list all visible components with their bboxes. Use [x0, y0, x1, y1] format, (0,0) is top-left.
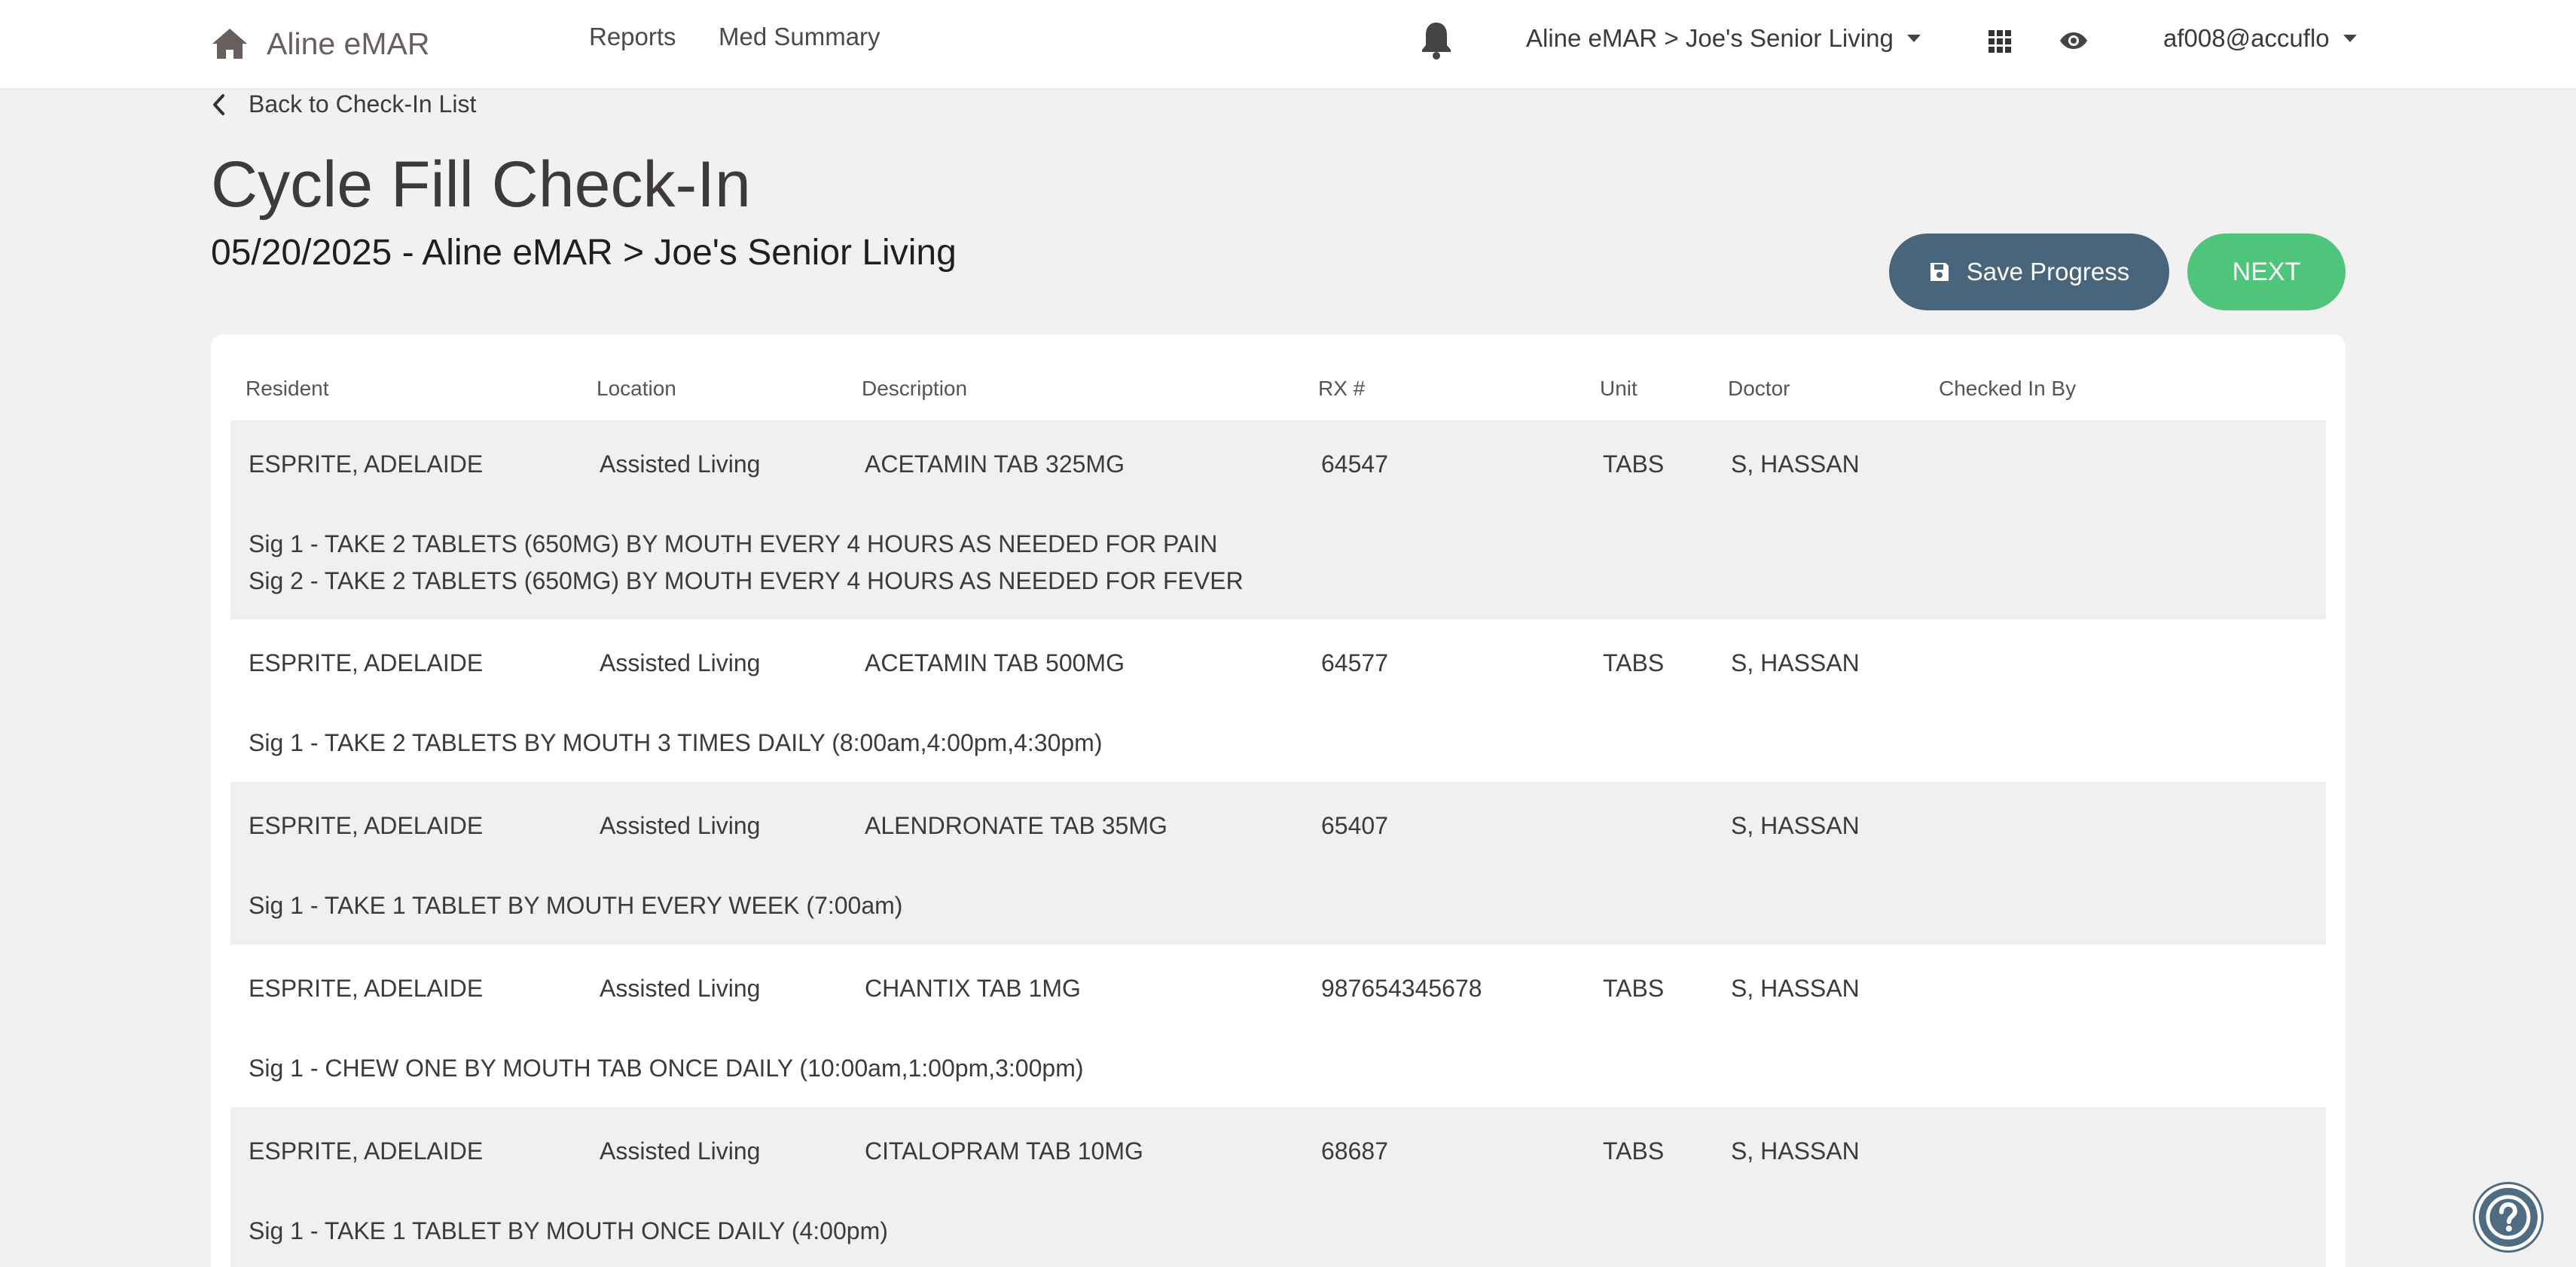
column-header-unit[interactable]: Unit [1600, 377, 1637, 400]
cell-rx: 65407 [1321, 812, 1388, 839]
page-subtitle: 05/20/2025 - Aline eMAR > Joe's Senior Living [211, 233, 957, 273]
cell-resident: ESPRITE, ADELAIDE [249, 975, 484, 1002]
cell-description: ACETAMIN TAB 325MG [865, 450, 1125, 478]
cell-description: ACETAMIN TAB 500MG [865, 649, 1125, 676]
next-button[interactable]: NEXT [2187, 234, 2346, 310]
caret-down-icon [2343, 35, 2357, 42]
table-row[interactable] [230, 782, 2326, 945]
table-body [230, 420, 2326, 1267]
sig-line: Sig 1 - TAKE 2 TABLETS (650MG) BY MOUTH EVERY 4 HOURS AS NEEDED FOR PAIN [249, 530, 1218, 557]
cell-rx: 64577 [1321, 649, 1388, 676]
sig-list [249, 725, 1102, 762]
sig-list [249, 1050, 1084, 1087]
facility-selector-label: Aline eMAR > Joe's Senior Living [1526, 24, 1894, 52]
cell-location: Assisted Living [600, 1137, 761, 1165]
cell-location: Assisted Living [600, 450, 761, 478]
cell-rx: 64547 [1321, 450, 1388, 478]
sig-line: Sig 1 - TAKE 1 TABLET BY MOUTH ONCE DAILY (4:00pm) [249, 1217, 888, 1244]
sig-list [249, 526, 1244, 600]
cell-doctor: S, HASSAN [1731, 812, 1860, 839]
help-button[interactable] [2475, 1184, 2541, 1250]
table-row[interactable] [230, 420, 2326, 619]
column-header-checked-in-by[interactable]: Checked In By [1939, 377, 2077, 400]
save-progress-label: Save Progress [1966, 258, 2130, 285]
page-title: Cycle Fill Check-In [211, 148, 751, 221]
sig-line: Sig 2 - TAKE 2 TABLETS (650MG) BY MOUTH EVERY 4 HOURS AS NEEDED FOR FEVER [249, 567, 1244, 594]
cell-resident: ESPRITE, ADELAIDE [249, 649, 484, 676]
cell-description: CHANTIX TAB 1MG [865, 975, 1081, 1002]
cell-doctor: S, HASSAN [1731, 649, 1860, 676]
table-row[interactable] [230, 1107, 2326, 1267]
cell-rx: 987654345678 [1321, 975, 1482, 1002]
nav-reports-link[interactable]: Reports [589, 23, 676, 50]
top-navbar [0, 0, 2576, 89]
back-to-check-in-list-link[interactable] [211, 90, 476, 118]
chevron-left-icon [211, 93, 226, 116]
cell-location: Assisted Living [600, 812, 761, 839]
sig-line: Sig 1 - TAKE 1 TABLET BY MOUTH EVERY WEEK (7:00am) [249, 892, 903, 919]
column-header-description[interactable]: Description [862, 377, 968, 400]
sig-list [249, 1213, 888, 1250]
question-circle-icon [2484, 1193, 2532, 1241]
nav-med-summary-link[interactable]: Med Summary [719, 23, 881, 50]
user-menu[interactable] [2163, 24, 2357, 53]
table-row[interactable] [230, 619, 2326, 782]
cell-description: CITALOPRAM TAB 10MG [865, 1137, 1143, 1165]
home-icon [211, 27, 249, 60]
table-header [211, 334, 2346, 420]
sig-line: Sig 1 - TAKE 2 TABLETS BY MOUTH 3 TIMES DAILY (8:00am,4:00pm,4:30pm) [249, 729, 1103, 756]
cell-location: Assisted Living [600, 649, 761, 676]
table-row[interactable] [230, 945, 2326, 1107]
cell-unit: TABS [1603, 450, 1665, 478]
caret-down-icon [1907, 35, 1921, 42]
column-header-doctor[interactable]: Doctor [1728, 377, 1790, 400]
cell-rx: 68687 [1321, 1137, 1388, 1165]
user-menu-label: af008@accuflo [2163, 24, 2330, 52]
cell-unit: TABS [1603, 649, 1665, 676]
brand-link[interactable] [211, 20, 429, 68]
grid-icon[interactable] [1988, 30, 2011, 53]
column-header-rx[interactable]: RX # [1318, 377, 1366, 400]
cell-doctor: S, HASSAN [1731, 975, 1860, 1002]
brand-name: Aline eMAR [267, 26, 430, 61]
save-progress-button[interactable] [1889, 234, 2169, 310]
cell-unit: TABS [1603, 1137, 1665, 1165]
floppy-disk-icon [1929, 261, 1950, 282]
cell-location: Assisted Living [600, 975, 761, 1002]
cell-doctor: S, HASSAN [1731, 1137, 1860, 1165]
column-header-resident[interactable]: Resident [246, 377, 329, 400]
sig-line: Sig 1 - CHEW ONE BY MOUTH TAB ONCE DAILY (10:00am,1:00pm,3:00pm) [249, 1055, 1084, 1082]
cell-doctor: S, HASSAN [1731, 450, 1860, 478]
bell-icon[interactable] [1419, 20, 1454, 60]
cell-resident: ESPRITE, ADELAIDE [249, 812, 484, 839]
facility-selector[interactable] [1526, 24, 1921, 53]
cell-resident: ESPRITE, ADELAIDE [249, 1137, 484, 1165]
cell-unit: TABS [1603, 975, 1665, 1002]
column-header-location[interactable]: Location [597, 377, 676, 400]
cell-description: ALENDRONATE TAB 35MG [865, 812, 1167, 839]
cell-resident: ESPRITE, ADELAIDE [249, 450, 484, 478]
sig-list [249, 887, 902, 924]
eye-icon[interactable] [2059, 30, 2088, 51]
check-in-table-card [211, 334, 2346, 1267]
back-link-label: Back to Check-In List [249, 90, 477, 118]
